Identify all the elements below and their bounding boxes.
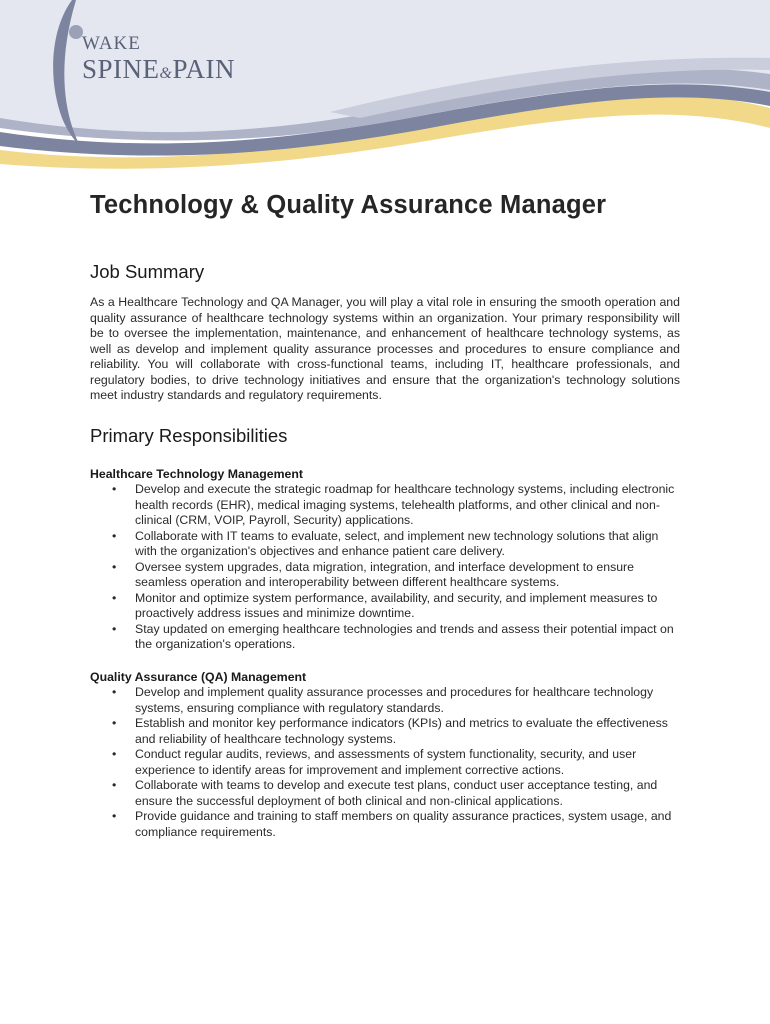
- list-item-text: Monitor and optimize system performance, availability, and security, and implement measures to proactively address issues and minimize downtime.: [135, 590, 658, 620]
- bullet-icon: •: [112, 621, 117, 636]
- list-item: [90, 747, 680, 778]
- list-item-text: Collaborate with teams to develop and execute test plans, conduct user acceptance testing, and ensure the successful deployment of both clinical and non-clinical applications.: [135, 778, 658, 808]
- list-item: [90, 685, 680, 716]
- list-item: [90, 591, 680, 622]
- company-logo: [82, 34, 235, 89]
- list-item: [90, 529, 680, 560]
- header-wave-art: [0, 0, 770, 180]
- logo-dot: [69, 25, 83, 39]
- list-item: [90, 778, 680, 809]
- bullet-icon: •: [112, 482, 117, 496]
- bullet-icon: •: [112, 747, 117, 761]
- page-title: Technology & Quality Assurance Manager: [90, 191, 607, 219]
- section-title-healthcare-technology: Healthcare Technology Management: [90, 466, 303, 481]
- section-title-quality-assurance: Quality Assurance (QA) Management: [90, 669, 307, 684]
- quality-assurance-list: [90, 685, 680, 840]
- list-item-text: Collaborate with IT teams to evaluate, select, and implement new technology solutions that align with the organization's objectives and enhance patient care delivery.: [135, 528, 659, 558]
- list-item: [90, 809, 680, 840]
- logo-spine: SPINE: [82, 54, 160, 84]
- logo-line-spine-pain: [82, 54, 235, 89]
- bullet-icon: •: [112, 528, 117, 543]
- list-item: [90, 716, 680, 747]
- bullet-icon: •: [112, 559, 117, 574]
- list-item-text: Develop and implement quality assurance processes and procedures for healthcare technology systems, ensuring compliance with regulatory standards.: [135, 685, 654, 715]
- bullet-icon: •: [112, 716, 117, 730]
- list-item: [90, 622, 680, 653]
- bullet-icon: •: [112, 809, 117, 823]
- list-item-text: Conduct regular audits, reviews, and assessments of system functionality, security, and user experience to identify areas for improvement and implement corrective actions.: [135, 747, 637, 777]
- job-summary-text: As a Healthcare Technology and QA Manager, you will play a vital role in ensuring the smooth operation and quality assurance of healthcare technology systems within an organization. Your primary responsibility will be to oversee the implementation, maintenance, and enhancement of healthcare technology systems, as well as develop and implement quality assurance processes and procedures to ensure compliance and reliability. You will collaborate with cross-functional teams, including IT, healthcare professionals, and regulatory bodies, to drive technology initiatives and ensure that the organization's technology solutions meet industry standards and regulatory requirements.: [90, 295, 680, 402]
- list-item-text: Oversee system upgrades, data migration, integration, and interface development to ensure seamless operation and interoperability between different healthcare systems.: [135, 559, 634, 589]
- logo-line-wake: WAKE: [82, 33, 141, 54]
- bullet-icon: •: [112, 778, 117, 792]
- list-item-text: Establish and monitor key performance indicators (KPIs) and metrics to evaluate the effectiveness and reliability of healthcare technology systems.: [135, 716, 668, 746]
- list-item: [90, 482, 680, 529]
- job-summary-heading: Job Summary: [90, 261, 205, 282]
- bullet-icon: •: [112, 590, 117, 605]
- list-item-text: Stay updated on emerging healthcare technologies and trends and assess their potential impact on the organization's operations.: [135, 621, 674, 651]
- bullet-icon: •: [112, 685, 117, 699]
- list-item: [90, 560, 680, 591]
- logo-ampersand: &: [159, 65, 173, 82]
- list-item-text: Develop and execute the strategic roadmap for healthcare technology systems, including electronic health records (EHR), medical imaging systems, telehealth platforms, and other clinical and non-clinical (CRM, VOIP, Payroll, Security) applications.: [135, 482, 675, 527]
- logo-pain: PAIN: [172, 54, 235, 84]
- healthcare-technology-list: [90, 482, 680, 653]
- document-body: [90, 188, 680, 840]
- list-item-text: Provide guidance and training to staff members on quality assurance practices, system usage, and compliance requirements.: [135, 809, 672, 839]
- primary-responsibilities-heading: Primary Responsibilities: [90, 424, 288, 446]
